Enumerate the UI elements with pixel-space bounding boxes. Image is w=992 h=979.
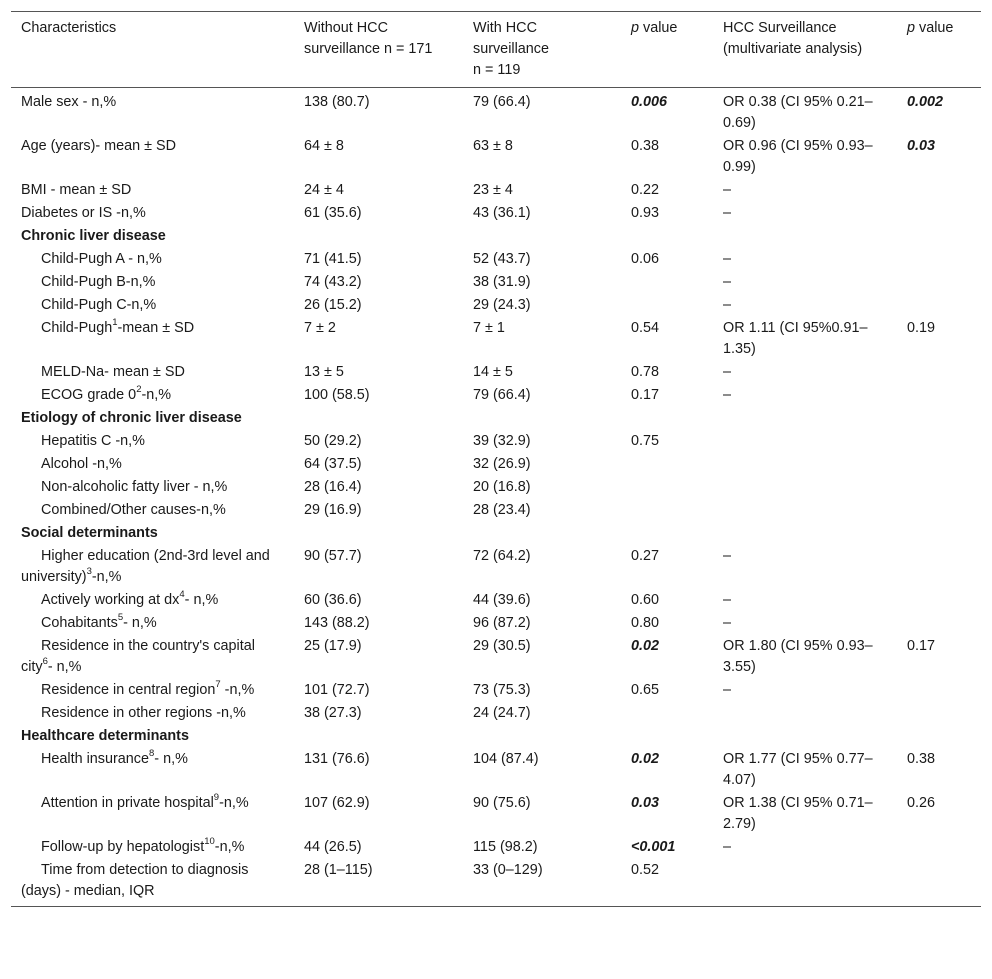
cell-p-value: 0.93	[631, 205, 660, 221]
cell-p-value: 0.80	[631, 615, 660, 631]
cell-without: 60 (36.6)	[304, 592, 362, 608]
cell-without: 7 ± 2	[304, 320, 336, 336]
section-row-etiology	[11, 408, 981, 431]
row-label: Non-alcoholic fatty liver - n,%	[41, 479, 228, 495]
cell-multivariate: –	[723, 297, 732, 313]
cell-p-value-multivariate	[897, 295, 981, 318]
section-heading: Etiology of chronic liver disease	[21, 410, 242, 426]
cell-without: 26 (15.2)	[304, 297, 362, 313]
footnote-marker: 6	[42, 656, 48, 668]
section-heading: Social determinants	[21, 525, 158, 541]
cell-with: 79 (66.4)	[473, 387, 531, 403]
cell-multivariate: –	[723, 364, 732, 380]
table-row	[11, 362, 981, 385]
row-label: Hepatitis C -n,%	[41, 433, 145, 449]
cell-p-value-multivariate	[897, 477, 981, 500]
row-label: Alcohol -n,%	[41, 456, 122, 472]
cell-multivariate: –	[723, 182, 732, 198]
cell-p-value: 0.06	[631, 251, 660, 267]
cell-without: 29 (16.9)	[304, 502, 362, 518]
section-heading: Healthcare determinants	[21, 728, 189, 744]
cell-p-value	[621, 295, 713, 318]
table-row	[11, 636, 981, 680]
table-row	[11, 180, 981, 203]
footnote-marker: 5	[117, 612, 124, 624]
cell-multivariate: –	[723, 682, 732, 698]
header-with-surveillance: With HCC surveillance n = 119	[473, 20, 549, 78]
cell-p-value: 0.65	[631, 682, 660, 698]
cell-without: 28 (16.4)	[304, 479, 362, 495]
cell-p-value: 0.02	[631, 638, 660, 654]
cell-p-value: 0.02	[631, 751, 660, 767]
cell-with: 39 (32.9)	[473, 433, 531, 449]
cell-p-value-multivariate	[897, 613, 981, 636]
table-row	[11, 837, 981, 860]
cell-without: 90 (57.7)	[304, 548, 362, 564]
table-row	[11, 860, 981, 907]
table-row	[11, 680, 981, 703]
cell-p-value-multivariate	[897, 546, 981, 590]
cell-p-value-multivariate: 0.03	[907, 138, 936, 154]
cell-p-value	[621, 454, 713, 477]
row-label: Child-Pugh C-n,%	[41, 297, 157, 313]
cell-without: 64 (37.5)	[304, 456, 362, 472]
footnote-marker: 3	[86, 566, 92, 578]
cell-with: 63 ± 8	[473, 138, 513, 154]
header-p-value-multivariate: p value	[907, 20, 954, 36]
footnote-marker: 2	[136, 384, 142, 396]
table-row	[11, 203, 981, 226]
cell-without: 100 (58.5)	[304, 387, 370, 403]
cell-p-value-multivariate: 0.002	[907, 94, 944, 110]
cell-p-value-multivariate	[897, 272, 981, 295]
cell-p-value-multivariate	[897, 837, 981, 860]
cell-without: 24 ± 4	[304, 182, 344, 198]
cell-multivariate	[713, 500, 897, 523]
row-label: Health insurance$^8$- n,%	[41, 748, 188, 767]
row-label: Residence in other regions -n,%	[41, 705, 246, 721]
cell-with: 28 (23.4)	[473, 502, 531, 518]
cell-multivariate: OR 1.80 (CI 95% 0.93–3.55)	[723, 638, 873, 675]
cell-multivariate: –	[723, 839, 732, 855]
table-row	[11, 590, 981, 613]
cell-without: 138 (80.7)	[304, 94, 370, 110]
cell-p-value: 0.38	[631, 138, 660, 154]
cell-p-value-multivariate	[897, 362, 981, 385]
row-label: Child-Pugh B-n,%	[41, 274, 156, 290]
cell-p-value: 0.17	[631, 387, 660, 403]
cell-p-value-multivariate: 0.38	[907, 751, 936, 767]
cell-p-value-multivariate	[897, 249, 981, 272]
row-label: BMI - mean ± SD	[21, 182, 132, 198]
row-label: Cohabitants$^5$- n,%	[41, 612, 157, 631]
footnote-marker: 7	[215, 679, 221, 691]
table-row	[11, 703, 981, 726]
cell-without: 71 (41.5)	[304, 251, 362, 267]
cell-p-value-multivariate	[897, 385, 981, 408]
table-row	[11, 613, 981, 636]
cell-multivariate: –	[723, 592, 732, 608]
section-row-social	[11, 523, 981, 546]
cell-without: 50 (29.2)	[304, 433, 362, 449]
table-row	[11, 272, 981, 295]
row-label: Age (years)- mean ± SD	[21, 138, 177, 154]
cell-multivariate	[713, 477, 897, 500]
cell-with: 14 ± 5	[473, 364, 513, 380]
cell-p-value: 0.75	[631, 433, 660, 449]
table-row	[11, 318, 981, 362]
row-label: Child-Pugh A - n,%	[41, 251, 162, 267]
row-label: Actively working at $dx^4-$ n,%	[41, 589, 219, 608]
cell-p-value: 0.006	[631, 94, 668, 110]
cell-without: 107 (62.9)	[304, 795, 370, 811]
cell-p-value	[621, 477, 713, 500]
row-label: Diabetes or IS -n,%	[21, 205, 146, 221]
cell-multivariate	[713, 454, 897, 477]
cell-multivariate: –	[723, 251, 732, 267]
cell-p-value-multivariate	[897, 703, 981, 726]
cell-p-value: 0.52	[631, 862, 660, 878]
section-row-chronic-liver-disease	[11, 226, 981, 249]
cell-with: 23 ± 4	[473, 182, 513, 198]
cell-multivariate: –	[723, 274, 732, 290]
cell-with: 73 (75.3)	[473, 682, 531, 698]
table-row	[11, 749, 981, 793]
cell-with: 52 (43.7)	[473, 251, 531, 267]
cell-without: 28 (1–115)	[304, 862, 373, 878]
cell-multivariate: OR 1.77 (CI 95% 0.77–4.07)	[723, 751, 873, 788]
cell-with: 29 (24.3)	[473, 297, 531, 313]
cell-multivariate: –	[723, 387, 732, 403]
cell-p-value: 0.78	[631, 364, 660, 380]
cell-p-value-multivariate	[897, 431, 981, 454]
cell-without: 44 (26.5)	[304, 839, 362, 855]
cell-p-value-multivariate	[897, 500, 981, 523]
cell-multivariate: OR 0.96 (CI 95% 0.93–0.99)	[723, 138, 873, 175]
cell-p-value: 0.03	[631, 795, 660, 811]
table-row	[11, 500, 981, 523]
table-row	[11, 793, 981, 837]
cell-p-value-multivariate: 0.26	[907, 795, 936, 811]
cell-multivariate: –	[723, 615, 732, 631]
characteristics-table	[11, 11, 981, 907]
cell-p-value-multivariate	[897, 680, 981, 703]
cell-p-value-multivariate	[897, 860, 981, 907]
table-header	[11, 12, 981, 88]
cell-with: 38 (31.9)	[473, 274, 531, 290]
cell-with: 20 (16.8)	[473, 479, 531, 495]
cell-without: 131 (76.6)	[304, 751, 370, 767]
cell-multivariate	[713, 860, 897, 907]
table-row	[11, 249, 981, 272]
table-row	[11, 385, 981, 408]
table-body	[11, 88, 981, 907]
cell-with: 24 (24.7)	[473, 705, 531, 721]
cell-p-value: 0.22	[631, 182, 660, 198]
cell-without: 13 ± 5	[304, 364, 344, 380]
row-label: Follow-up by hepatologist$^{10}$-n,%	[41, 836, 245, 855]
cell-without: 143 (88.2)	[304, 615, 370, 631]
table-row	[11, 477, 981, 500]
cell-multivariate: OR 0.38 (CI 95% 0.21–0.69)	[723, 94, 873, 131]
cell-without: 101 (72.7)	[304, 682, 370, 698]
header-multivariate: HCC Surveillance (multivariate analysis)	[723, 20, 863, 57]
cell-p-value	[621, 500, 713, 523]
cell-without: 38 (27.3)	[304, 705, 362, 721]
footnote-marker: 10	[204, 836, 215, 848]
cell-multivariate: –	[723, 548, 732, 564]
row-label: Residence in central region$^7$ -n,%	[41, 679, 255, 698]
cell-p-value-multivariate: 0.17	[907, 638, 936, 654]
section-row-healthcare	[11, 726, 981, 749]
footnote-marker: 1	[112, 317, 118, 329]
cell-multivariate: OR 1.38 (CI 95% 0.71–2.79)	[723, 795, 873, 832]
cell-p-value: 0.54	[631, 320, 660, 336]
cell-with: 79 (66.4)	[473, 94, 531, 110]
row-label: Residence in the country's capital city$^6$- n,%	[21, 638, 255, 675]
header-p-value: p value	[631, 20, 678, 36]
cell-without: 74 (43.2)	[304, 274, 362, 290]
row-label: Time from detection to diagnosis (days) - median, IQR	[21, 862, 249, 899]
cell-p-value-multivariate	[897, 590, 981, 613]
cell-p-value-multivariate	[897, 180, 981, 203]
cell-with: 72 (64.2)	[473, 548, 531, 564]
row-label: Male sex - n,%	[21, 94, 117, 110]
cell-with: 44 (39.6)	[473, 592, 531, 608]
cell-with: 115 (98.2)	[473, 839, 538, 855]
cell-with: 96 (87.2)	[473, 615, 531, 631]
cell-p-value	[621, 703, 713, 726]
cell-with: 90 (75.6)	[473, 795, 531, 811]
footnote-marker: 8	[149, 748, 155, 760]
footnote-marker: 4	[179, 589, 185, 601]
cell-multivariate: –	[723, 205, 732, 221]
row-label: ECOG grade $0^2-n,\%$	[41, 384, 172, 403]
table-row	[11, 546, 981, 590]
section-heading: Chronic liver disease	[21, 228, 166, 244]
cell-with: 32 (26.9)	[473, 456, 531, 472]
row-label: Child-Pugh$^1$-mean ± SD	[41, 317, 195, 336]
cell-p-value-multivariate: 0.19	[907, 320, 936, 336]
cell-with: 43 (36.1)	[473, 205, 531, 221]
table-row	[11, 454, 981, 477]
row-label: Attention in private hospital$^9$-n,%	[41, 792, 249, 811]
row-label: Combined/Other causes-n,%	[41, 502, 226, 518]
cell-multivariate	[713, 431, 897, 454]
table-row	[11, 88, 981, 137]
cell-multivariate	[713, 703, 897, 726]
cell-multivariate: OR 1.11 (CI 95%0.91–1.35)	[723, 320, 868, 357]
table-row	[11, 431, 981, 454]
header-without-surveillance: Without HCC surveillance n = 171	[304, 20, 433, 57]
cell-p-value: <0.001	[631, 839, 676, 855]
cell-with: 7 ± 1	[473, 320, 505, 336]
cell-with: 29 (30.5)	[473, 638, 531, 654]
cell-p-value: 0.60	[631, 592, 660, 608]
cell-with: 33 (0–129)	[473, 862, 543, 878]
row-label: MELD-Na- mean ± SD	[41, 364, 185, 380]
cell-p-value: 0.27	[631, 548, 660, 564]
cell-p-value-multivariate	[897, 454, 981, 477]
footnote-marker: 9	[213, 792, 220, 804]
cell-without: 64 ± 8	[304, 138, 344, 154]
cell-with: 104 (87.4)	[473, 751, 539, 767]
table-row	[11, 136, 981, 180]
cell-without: 61 (35.6)	[304, 205, 362, 221]
cell-p-value	[621, 272, 713, 295]
row-label: Higher education (2nd-3rd level and university)$^3$-n,%	[21, 548, 270, 585]
cell-p-value-multivariate	[897, 203, 981, 226]
table-row	[11, 295, 981, 318]
header-characteristics: Characteristics	[21, 20, 117, 36]
cell-without: 25 (17.9)	[304, 638, 362, 654]
